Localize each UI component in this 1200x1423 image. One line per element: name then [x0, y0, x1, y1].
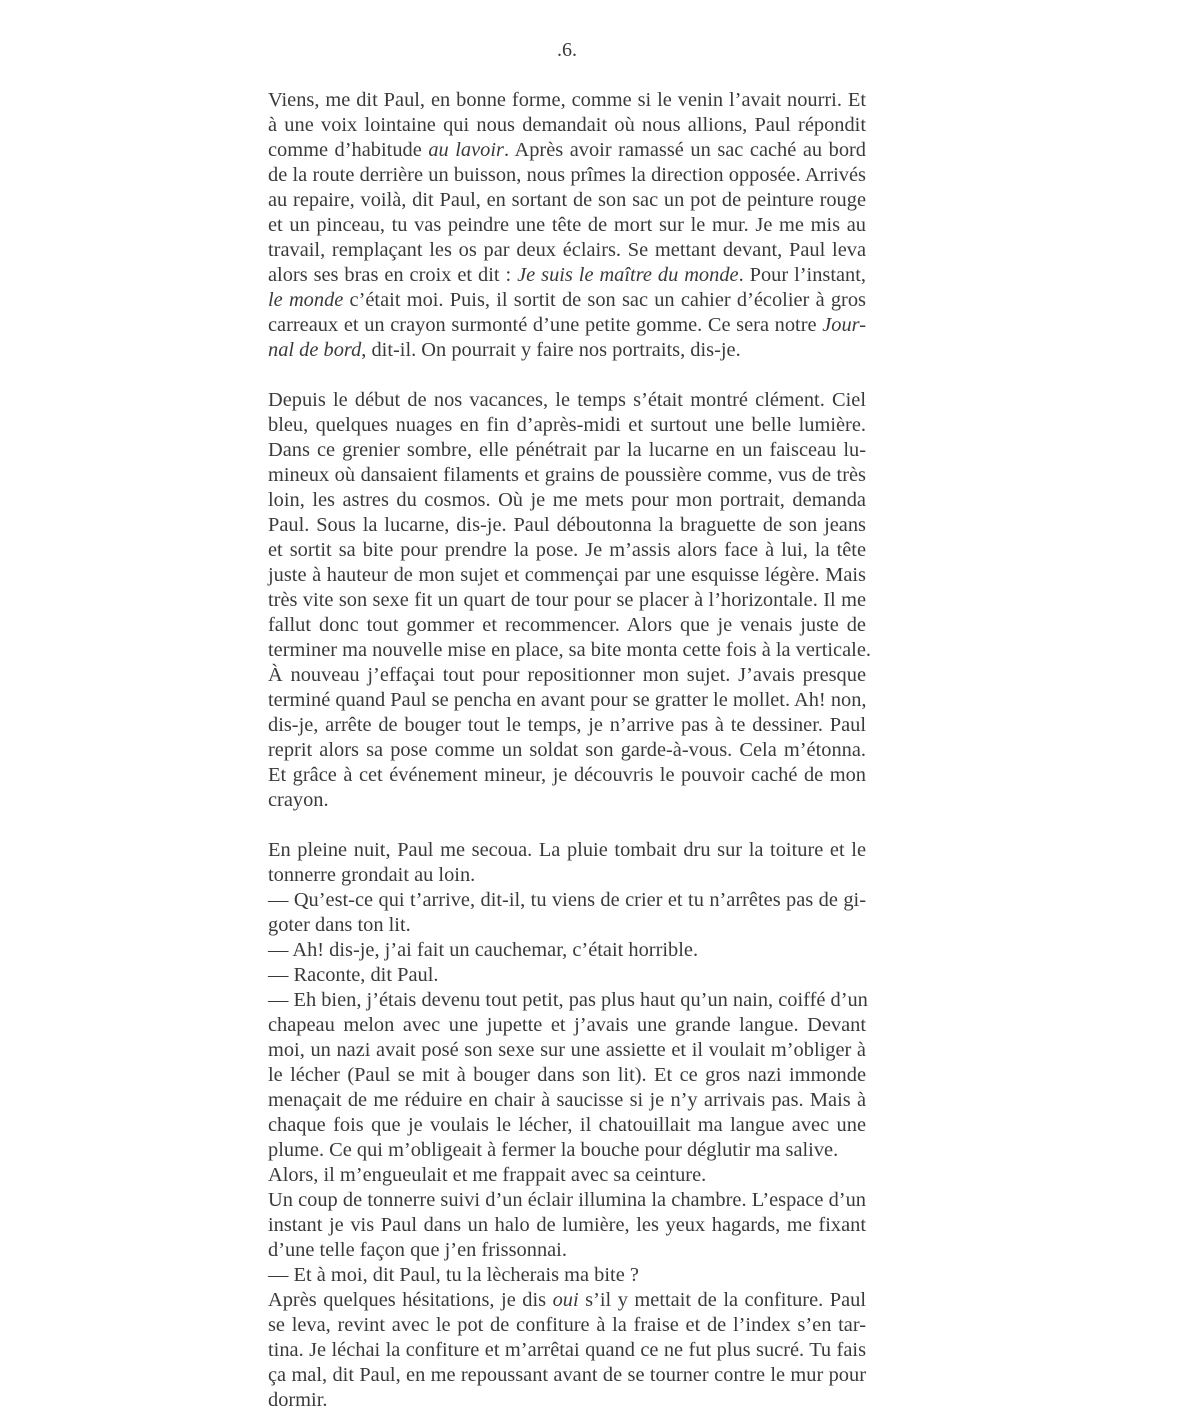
text-run: plume. Ce qui m’obligeait à fermer la bouche pour déglutir ma salive.: [268, 1139, 839, 1161]
text-line: [268, 513, 866, 538]
text-line: [268, 913, 866, 938]
text-line: [268, 938, 866, 963]
text-run: , dit-il. On pourrait y faire nos portraits, dis-je.: [361, 339, 741, 361]
text-run: goter dans ton lit.: [268, 914, 411, 936]
text-line: [268, 388, 866, 413]
text-run: fallut donc tout gommer et recommencer. Alors que je venais juste de: [268, 614, 866, 636]
body-text: [268, 88, 871, 1413]
text-line: [268, 238, 866, 263]
text-run: terminé quand Paul se pencha en avant pour se gratter le mollet. Ah! non,: [268, 689, 867, 711]
text-run: . Pour l’instant,: [738, 264, 866, 286]
text-run: crayon.: [268, 789, 329, 811]
text-line: [268, 188, 866, 213]
text-line: [268, 113, 866, 138]
text-line: [268, 1363, 866, 1388]
text-line: [268, 963, 866, 988]
text-line: [268, 688, 866, 713]
text-line: [268, 613, 866, 638]
text-run: . Après avoir ramassé un sac caché au bord: [503, 139, 867, 161]
text-run: c’était moi. Puis, il sortit de son sac un cahier d’écolier à gros: [343, 289, 866, 311]
page-number: .6.: [557, 39, 577, 61]
text-line: [268, 1313, 866, 1338]
text-run: Un coup de tonnerre suivi d’un éclair illumina la chambre. L’espace d’un: [268, 1189, 866, 1211]
text-run: ça mal, dit Paul, en me repoussant avant de se tourner contre le mur pour: [268, 1364, 866, 1386]
text-line: [268, 213, 866, 238]
text-line: [268, 413, 866, 438]
text-line: [268, 163, 866, 188]
text-run: Et grâce à cet événement mineur, je découvris le pouvoir caché de mon: [268, 764, 866, 786]
text-run: dormir.: [268, 1389, 328, 1411]
text-line: [268, 1188, 866, 1213]
text-line: [268, 1013, 866, 1038]
paragraph: [268, 838, 866, 1413]
text-line: [268, 1113, 866, 1138]
text-line: [268, 538, 866, 563]
text-run: bleu, quelques nuages en fin d’après-midi et surtout une belle lumière.: [268, 414, 866, 436]
text-run: reprit alors sa pose comme un soldat son garde-à-vous. Cela m’étonna.: [268, 739, 866, 761]
italic-text: nal de bord: [268, 339, 362, 361]
paragraph-gap: [268, 813, 866, 838]
text-run: En pleine nuit, Paul me secoua. La pluie tombait dru sur la toiture et le: [268, 839, 866, 861]
text-line: [268, 638, 871, 663]
text-line: [268, 138, 866, 163]
text-line: [268, 663, 866, 688]
text-run: Depuis le début de nos vacances, le temps s’était montré clément. Ciel: [268, 389, 866, 411]
italic-text: le monde: [268, 289, 344, 311]
text-run: Paul. Sous la lucarne, dis-je. Paul déboutonna la braguette de son jeans: [268, 514, 866, 536]
text-run: comme d’habitude: [268, 139, 429, 161]
text-line: [268, 838, 866, 863]
text-run: le lécher (Paul se mit à bouger dans son lit). Et ce gros nazi immonde: [268, 1064, 866, 1086]
text-line: [268, 788, 866, 813]
text-run: — Raconte, dit Paul.: [268, 964, 439, 986]
text-line: [268, 1263, 866, 1288]
text-run: Viens, me dit Paul, en bonne forme, comme si le venin l’avait nourri. Et: [268, 89, 866, 111]
text-run: — Ah! dis-je, j’ai fait un cauchemar, c’était horrible.: [268, 939, 699, 961]
text-line: [268, 1388, 866, 1413]
text-run: dis-je, arrête de bouger tout le temps, je n’arrive pas à te dessiner. Paul: [268, 714, 866, 736]
text-line: [268, 263, 866, 288]
text-run: À nouveau j’effaçai tout pour repositionner mon sujet. J’avais presque: [268, 664, 866, 686]
text-run: — Et à moi, dit Paul, tu la lècherais ma bite ?: [268, 1264, 639, 1286]
text-run: juste à hauteur de mon sujet et commençai par une esquisse légère. Mais: [268, 564, 866, 586]
text-line: [268, 488, 866, 513]
text-line: [268, 988, 866, 1013]
text-run: menaçait de me réduire en chair à saucisse si je n’y arrivais pas. Mais à: [268, 1089, 866, 1111]
text-line: [268, 713, 866, 738]
text-run: et sortit sa bite pour prendre la pose. Je m’assis alors face à lui, la tête: [268, 539, 866, 561]
text-run: loin, les astres du cosmos. Où je me mets pour mon portrait, demanda: [268, 489, 866, 511]
text-run: d’une telle façon que j’en frissonnai.: [268, 1239, 567, 1261]
text-run: terminer ma nouvelle mise en place, sa bite monta cette fois à la verticale.: [268, 639, 871, 661]
italic-text: Je suis le maître du monde: [517, 264, 739, 286]
text-line: [268, 588, 866, 613]
text-run: alors ses bras en croix et dit :: [268, 264, 518, 286]
text-run: très vite son sexe fit un quart de tour pour se placer à l’horizontale. Il me: [268, 589, 866, 611]
text-run: moi, un nazi avait posé son sexe sur une assiette et il voulait m’obliger à: [268, 1039, 866, 1061]
text-line: [268, 463, 866, 488]
text-line: [268, 1038, 866, 1063]
text-line: [268, 288, 866, 313]
text-line: [268, 1288, 866, 1313]
text-run: Après quelques hésitations, je dis: [268, 1289, 553, 1311]
text-line: [268, 863, 866, 888]
text-run: de la route derrière un buisson, nous prîmes la direction opposée. Arrivés: [268, 164, 866, 186]
text-run: Alors, il m’engueulait et me frappait avec sa ceinture.: [268, 1164, 707, 1186]
text-line: [268, 763, 866, 788]
text-line: [268, 1238, 866, 1263]
text-run: tonnerre grondait au loin.: [268, 864, 476, 886]
italic-text: Jour-: [822, 314, 866, 336]
text-run: chaque fois que je voulais le lécher, il chatouillait ma langue avec une: [268, 1114, 866, 1136]
text-line: [268, 1063, 866, 1088]
text-line: [268, 888, 866, 913]
paragraph: [268, 388, 871, 813]
text-run: Dans ce grenier sombre, elle pénétrait par la lucarne en un faisceau lu-: [268, 439, 866, 461]
text-line: [268, 738, 866, 763]
text-line: [268, 1163, 866, 1188]
text-line: [268, 563, 866, 588]
paragraph-gap: [268, 363, 866, 388]
text-line: [268, 88, 866, 113]
text-line: [268, 1338, 866, 1363]
italic-text: oui: [552, 1289, 579, 1311]
text-run: carreaux et un crayon surmonté d’une petite gomme. Ce sera notre: [268, 314, 823, 336]
text-line: [268, 1088, 866, 1113]
text-run: et un pinceau, tu vas peindre une tête de mort sur le mur. Je me mis au: [268, 214, 866, 236]
text-run: — Qu’est-ce qui t’arrive, dit-il, tu viens de crier et tu n’arrêtes pas de gi-: [268, 889, 866, 911]
text-run: à une voix lointaine qui nous demandait où nous allions, Paul répondit: [268, 114, 866, 136]
text-run: au repaire, voilà, dit Paul, en sortant de son sac un pot de peinture rouge: [268, 189, 866, 211]
text-line: [268, 438, 866, 463]
italic-text: au lavoir: [428, 139, 504, 161]
paragraph: [268, 88, 866, 363]
text-line: [268, 1138, 866, 1163]
text-run: se leva, revint avec le pot de confiture à la fraise et de l’index s’en tar-: [268, 1314, 866, 1336]
text-run: mineux où dansaient filaments et grains de poussière comme, vus de très: [268, 464, 866, 486]
text-line: [268, 1213, 866, 1238]
text-run: — Eh bien, j’étais devenu tout petit, pas plus haut qu’un nain, coiffé d’un: [268, 989, 868, 1011]
text-run: instant je vis Paul dans un halo de lumière, les yeux hagards, me fixant: [268, 1214, 866, 1236]
text-run: travail, remplaçant les os par deux éclairs. Se mettant devant, Paul leva: [268, 239, 866, 261]
text-run: tina. Je léchai la confiture et m’arrêtai quand ce ne fut plus sucré. Tu fais: [268, 1339, 866, 1361]
text-line: [268, 313, 866, 338]
text-run: chapeau melon avec une jupette et j’avais une grande langue. Devant: [268, 1014, 866, 1036]
text-line: [268, 338, 866, 363]
text-run: s’il y mettait de la confiture. Paul: [578, 1289, 867, 1311]
